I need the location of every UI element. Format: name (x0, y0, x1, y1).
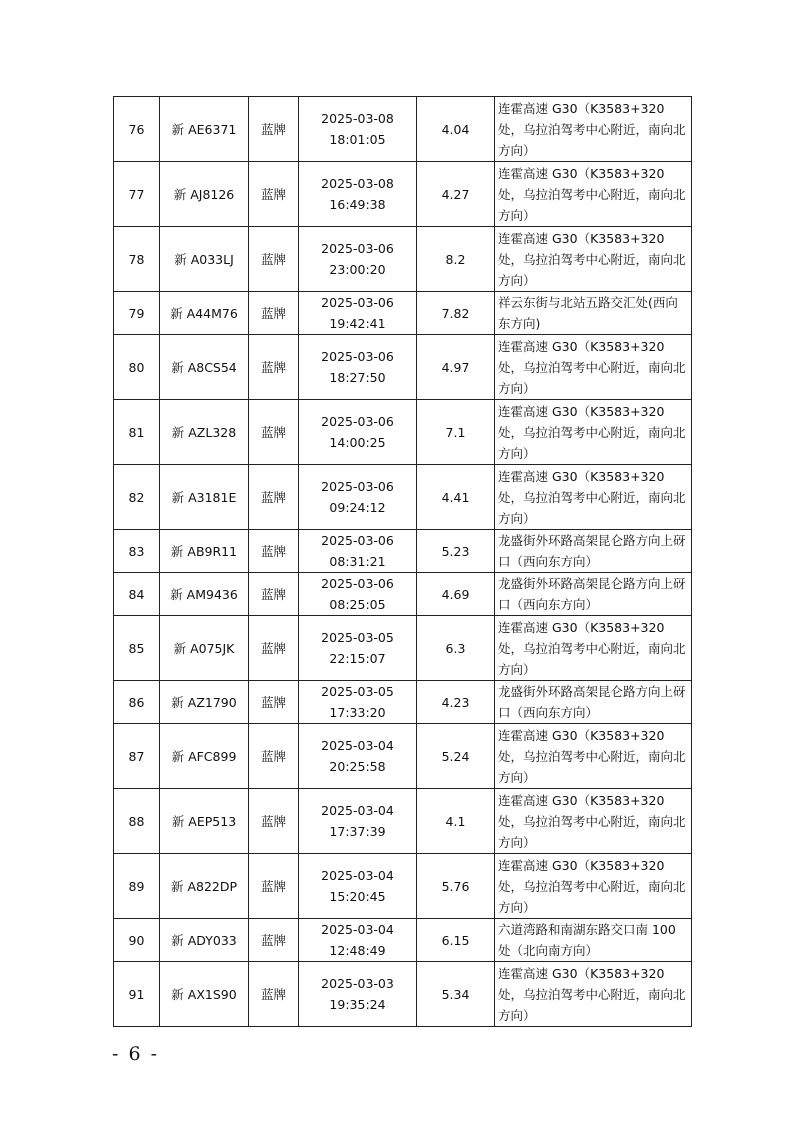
row-number: 84 (114, 573, 160, 616)
location: 祥云东街与北站五路交汇处(西向东方向) (495, 292, 692, 335)
time: 22:15:07 (329, 651, 386, 666)
datetime-cell (299, 530, 417, 573)
time: 17:33:20 (329, 705, 386, 720)
time: 18:27:50 (329, 370, 386, 385)
row-number: 80 (114, 335, 160, 400)
plate-color: 蓝牌 (249, 789, 299, 854)
plate-number: 新 AB9R11 (160, 530, 249, 573)
violation-table (113, 96, 692, 1027)
date: 2025-03-06 (321, 479, 394, 494)
location: 龙盛街外环路高架昆仑路方向上砑口（西向东方向） (495, 681, 692, 724)
row-number: 76 (114, 97, 160, 162)
time: 12:48:49 (329, 943, 386, 958)
datetime-cell (299, 724, 417, 789)
table-row (114, 97, 692, 162)
table-row (114, 724, 692, 789)
plate-number: 新 A075JK (160, 616, 249, 681)
row-number: 81 (114, 400, 160, 465)
plate-number: 新 AZ1790 (160, 681, 249, 724)
table-row (114, 854, 692, 919)
date: 2025-03-03 (321, 976, 394, 991)
datetime-cell (299, 465, 417, 530)
location: 六道湾路和南湖东路交口南 100 处（北向南方向） (495, 919, 692, 962)
measured-value: 7.82 (417, 292, 495, 335)
measured-value: 4.69 (417, 573, 495, 616)
plate-color: 蓝牌 (249, 724, 299, 789)
time: 20:25:58 (329, 759, 386, 774)
measured-value: 4.04 (417, 97, 495, 162)
date: 2025-03-06 (321, 533, 394, 548)
date: 2025-03-04 (321, 922, 394, 937)
plate-number: 新 AE6371 (160, 97, 249, 162)
page-number: - 6 - (112, 1043, 160, 1065)
plate-number: 新 AM9436 (160, 573, 249, 616)
date: 2025-03-08 (321, 111, 394, 126)
measured-value: 6.3 (417, 616, 495, 681)
table-row (114, 292, 692, 335)
plate-color: 蓝牌 (249, 616, 299, 681)
plate-color: 蓝牌 (249, 400, 299, 465)
time: 19:35:24 (329, 997, 386, 1012)
plate-number: 新 AZL328 (160, 400, 249, 465)
location: 龙盛街外环路高架昆仑路方向上砑口（西向东方向） (495, 573, 692, 616)
datetime-cell (299, 162, 417, 227)
location: 连霍高速 G30（K3583+320 处，乌拉泊驾考中心附近，南向北方向） (495, 465, 692, 530)
row-number: 82 (114, 465, 160, 530)
measured-value: 4.23 (417, 681, 495, 724)
location: 连霍高速 G30（K3583+320 处，乌拉泊驾考中心附近，南向北方向） (495, 724, 692, 789)
table-row (114, 681, 692, 724)
date: 2025-03-05 (321, 630, 394, 645)
row-number: 88 (114, 789, 160, 854)
plate-color: 蓝牌 (249, 573, 299, 616)
row-number: 86 (114, 681, 160, 724)
location: 连霍高速 G30（K3583+320 处，乌拉泊驾考中心附近，南向北方向） (495, 97, 692, 162)
time: 17:37:39 (329, 824, 386, 839)
row-number: 85 (114, 616, 160, 681)
date: 2025-03-06 (321, 295, 394, 310)
table-row (114, 162, 692, 227)
table-body (114, 97, 692, 1027)
plate-number: 新 ADY033 (160, 919, 249, 962)
table-row (114, 616, 692, 681)
row-number: 78 (114, 227, 160, 292)
plate-color: 蓝牌 (249, 681, 299, 724)
measured-value: 7.1 (417, 400, 495, 465)
datetime-cell (299, 292, 417, 335)
datetime-cell (299, 97, 417, 162)
time: 09:24:12 (329, 500, 386, 515)
location: 连霍高速 G30（K3583+320 处，乌拉泊驾考中心附近，南向北方向） (495, 335, 692, 400)
location: 连霍高速 G30（K3583+320 处，乌拉泊驾考中心附近，南向北方向） (495, 789, 692, 854)
date: 2025-03-04 (321, 803, 394, 818)
table-row (114, 962, 692, 1027)
measured-value: 4.1 (417, 789, 495, 854)
date: 2025-03-06 (321, 414, 394, 429)
row-number: 90 (114, 919, 160, 962)
table-row (114, 335, 692, 400)
location: 连霍高速 G30（K3583+320 处，乌拉泊驾考中心附近，南向北方向） (495, 227, 692, 292)
measured-value: 5.34 (417, 962, 495, 1027)
plate-color: 蓝牌 (249, 530, 299, 573)
row-number: 83 (114, 530, 160, 573)
datetime-cell (299, 789, 417, 854)
table-row (114, 919, 692, 962)
row-number: 87 (114, 724, 160, 789)
plate-color: 蓝牌 (249, 292, 299, 335)
date: 2025-03-06 (321, 349, 394, 364)
date: 2025-03-06 (321, 576, 394, 591)
measured-value: 4.97 (417, 335, 495, 400)
plate-color: 蓝牌 (249, 227, 299, 292)
date: 2025-03-04 (321, 868, 394, 883)
datetime-cell (299, 616, 417, 681)
plate-number: 新 AJ8126 (160, 162, 249, 227)
plate-color: 蓝牌 (249, 962, 299, 1027)
date: 2025-03-04 (321, 738, 394, 753)
table-row (114, 400, 692, 465)
time: 19:42:41 (329, 316, 386, 331)
datetime-cell (299, 400, 417, 465)
time: 15:20:45 (329, 889, 386, 904)
datetime-cell (299, 919, 417, 962)
plate-color: 蓝牌 (249, 97, 299, 162)
measured-value: 5.23 (417, 530, 495, 573)
time: 23:00:20 (329, 262, 386, 277)
time: 08:31:21 (329, 554, 386, 569)
location: 连霍高速 G30（K3583+320 处，乌拉泊驾考中心附近，南向北方向） (495, 400, 692, 465)
plate-color: 蓝牌 (249, 854, 299, 919)
plate-number: 新 AX1S90 (160, 962, 249, 1027)
measured-value: 4.41 (417, 465, 495, 530)
row-number: 89 (114, 854, 160, 919)
plate-number: 新 A8CS54 (160, 335, 249, 400)
table-row (114, 530, 692, 573)
plate-color: 蓝牌 (249, 335, 299, 400)
date: 2025-03-05 (321, 684, 394, 699)
table-row (114, 573, 692, 616)
measured-value: 5.76 (417, 854, 495, 919)
row-number: 79 (114, 292, 160, 335)
location: 连霍高速 G30（K3583+320 处，乌拉泊驾考中心附近，南向北方向） (495, 162, 692, 227)
time: 16:49:38 (329, 197, 386, 212)
location: 连霍高速 G30（K3583+320 处，乌拉泊驾考中心附近，南向北方向） (495, 616, 692, 681)
time: 18:01:05 (329, 132, 386, 147)
plate-number: 新 AEP513 (160, 789, 249, 854)
datetime-cell (299, 227, 417, 292)
measured-value: 6.15 (417, 919, 495, 962)
plate-number: 新 A822DP (160, 854, 249, 919)
measured-value: 4.27 (417, 162, 495, 227)
plate-number: 新 A033LJ (160, 227, 249, 292)
table-row (114, 465, 692, 530)
location: 龙盛街外环路高架昆仑路方向上砑口（西向东方向） (495, 530, 692, 573)
row-number: 91 (114, 962, 160, 1027)
time: 14:00:25 (329, 435, 386, 450)
time: 08:25:05 (329, 597, 386, 612)
table-row (114, 789, 692, 854)
location: 连霍高速 G30（K3583+320 处，乌拉泊驾考中心附近，南向北方向） (495, 854, 692, 919)
datetime-cell (299, 681, 417, 724)
datetime-cell (299, 573, 417, 616)
datetime-cell (299, 335, 417, 400)
date: 2025-03-06 (321, 241, 394, 256)
plate-color: 蓝牌 (249, 162, 299, 227)
measured-value: 5.24 (417, 724, 495, 789)
location: 连霍高速 G30（K3583+320 处，乌拉泊驾考中心附近，南向北方向） (495, 962, 692, 1027)
datetime-cell (299, 854, 417, 919)
table-row (114, 227, 692, 292)
plate-color: 蓝牌 (249, 919, 299, 962)
date: 2025-03-08 (321, 176, 394, 191)
row-number: 77 (114, 162, 160, 227)
plate-color: 蓝牌 (249, 465, 299, 530)
datetime-cell (299, 962, 417, 1027)
measured-value: 8.2 (417, 227, 495, 292)
plate-number: 新 AFC899 (160, 724, 249, 789)
plate-number: 新 A44M76 (160, 292, 249, 335)
plate-number: 新 A3181E (160, 465, 249, 530)
